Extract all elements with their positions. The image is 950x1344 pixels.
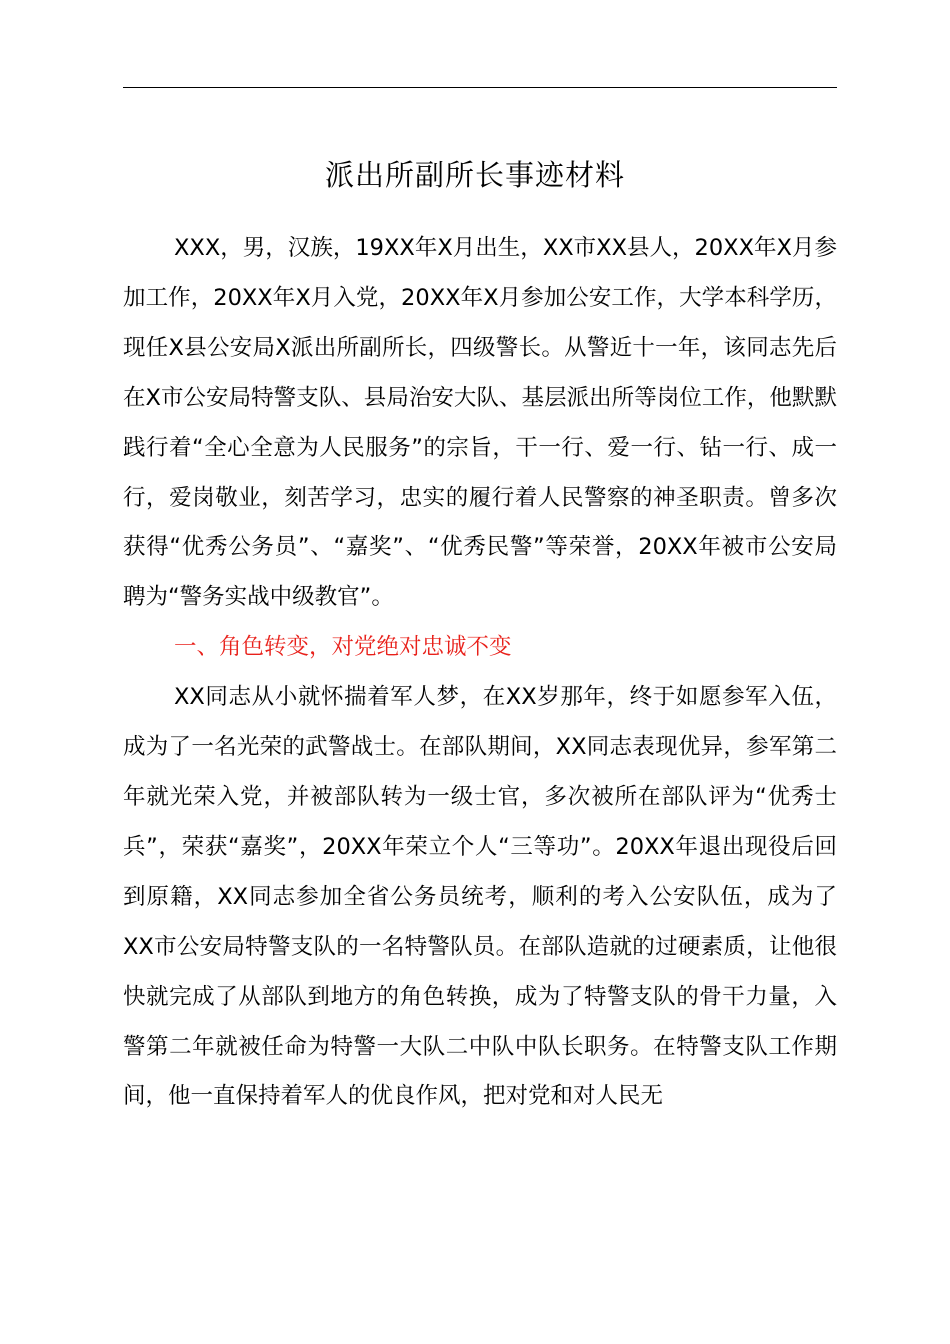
intro-paragraph: XXX，男，汉族，19XX年X月出生，XX市XX县人，20XX年X月参加工作，20XX年X月入党，20XX年X月参加公安工作，大学本科学历，现任X县公安局X派出所副所长，四级警长。从警近十一年，该同志先后在X市公安局特警支队、县局治安大队、基层派出所等岗位工作，他默默践行着“全心全意为人民服务”的宗旨，干一行、爱一行、钻一行、成一行，爱岗敬业，刻苦学习，忠实的履行着人民警察的神圣职责。曾多次获得“优秀公务员”、“嘉奖”、“优秀民警”等荣誉，20XX年被市公安局聘为“警务实战中级教官”。: [123, 235, 837, 611]
section-paragraph: XX同志从小就怀揣着军人梦，在XX岁那年，终于如愿参军入伍，成为了一名光荣的武警战士。在部队期间，XX同志表现优异，参军第二年就光荣入党，并被部队转为一级士官，多次被所在部队评为“优秀士兵”，荣获“嘉奖”，20XX年荣立个人“三等功”。20XX年退出现役后回到原籍，XX同志参加全省公务员统考，顺利的考入公安队伍，成为了XX市公安局特警支队的一名特警队员。在部队造就的过硬素质，让他很快就完成了从部队到地方的角色转换，成为了特警支队的骨干力量，入警第二年就被任命为特警一大队二中队中队长职务。在特警支队工作期间，他一直保持着军人的优良作风，把对党和对人民无: [123, 684, 837, 1110]
header-rule: [123, 87, 837, 88]
document-title: 派出所副所长事迹材料: [324, 158, 625, 192]
document-body: [123, 224, 837, 1122]
section-heading: 一、角色转变，对党绝对忠诚不变: [174, 634, 512, 661]
